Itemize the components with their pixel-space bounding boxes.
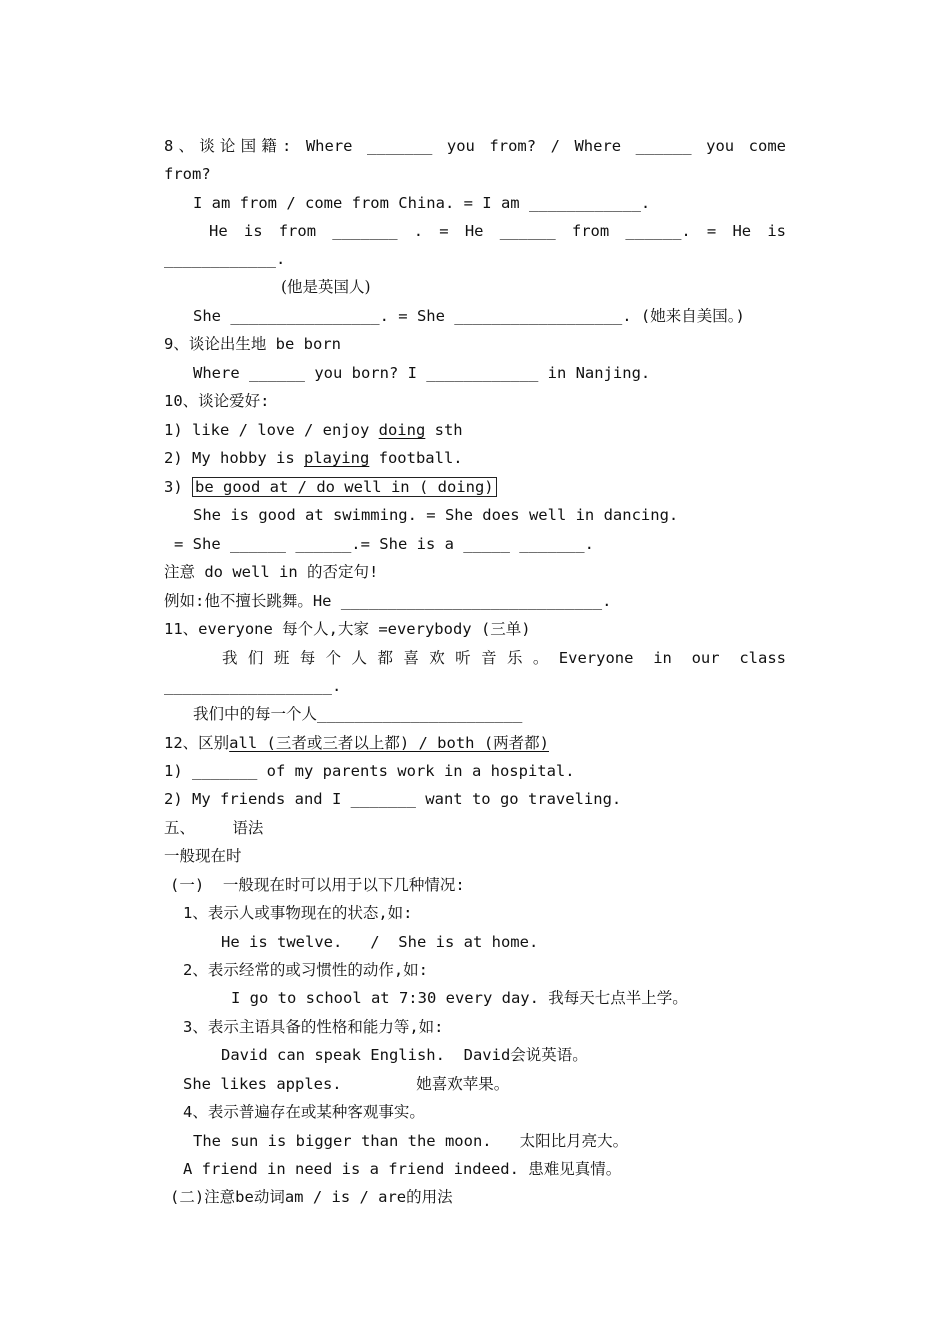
section-10-item-1 xyxy=(164,420,463,440)
section-10-title: 10、谈论爱好: xyxy=(164,392,270,410)
section-10-note: 注意 do well in 的否定句! xyxy=(164,563,379,581)
section-10-rewrite: = She ______ ______.= She is a _____ _______. xyxy=(174,535,594,553)
section-5-title: 五、 语法 xyxy=(164,819,264,837)
section-11-line-1-blank: __________________. xyxy=(164,677,342,695)
grammar-1-1: 1、表示人或事物现在的状态,如: xyxy=(183,904,413,922)
section-8-line-2-blank: ____________. xyxy=(164,250,286,268)
underlined-playing: playing xyxy=(303,449,370,467)
grammar-topic: 一般现在时 xyxy=(164,847,242,865)
grammar-1-3-example-2: She likes apples. 她喜欢苹果。 xyxy=(183,1075,510,1093)
grammar-1-3: 3、表示主语具备的性格和能力等,如: xyxy=(183,1018,444,1036)
section-12-title xyxy=(164,733,549,753)
grammar-part-2: (二)注意be动词am / is / are的用法 xyxy=(170,1188,453,1206)
item-1-suffix: sth xyxy=(425,421,463,439)
section-12-item-2: 2) My friends and I _______ want to go traveling. xyxy=(164,790,622,808)
section-11-line-2: 我们中的每一个人______________________ xyxy=(193,705,523,723)
section-8-line-2: He is from _______ . = He ______ from ______. = He is xyxy=(209,222,786,240)
item-2-prefix: 2) My hobby is xyxy=(164,449,304,467)
section-10-item-3 xyxy=(164,477,497,497)
section-8-hint: (他是英国人) xyxy=(281,278,371,296)
section-8-title: 8、谈论国籍: Where _______ you from? / Where ______ you come xyxy=(164,137,786,155)
boxed-phrase: be good at / do well in ( doing) xyxy=(192,477,497,497)
section-10-example-negative: 例如:他不擅长跳舞。He ____________________________. xyxy=(164,592,612,610)
item-3-prefix: 3) xyxy=(164,478,192,496)
section-10-item-2 xyxy=(164,448,463,468)
grammar-1-4-example-1: The sun is bigger than the moon. 太阳比月亮大。 xyxy=(193,1132,629,1150)
grammar-1-4-example-2: A friend in need is a friend indeed. 患难见真情。 xyxy=(183,1160,622,1178)
underlined-doing: doing xyxy=(378,421,426,439)
item-1-prefix: 1) like / love / enjoy xyxy=(164,421,379,439)
grammar-1-1-example: He is twelve. / She is at home. xyxy=(221,933,539,951)
section-9-line-1: Where ______ you born? I ____________ in Nanjing. xyxy=(193,364,651,382)
section-10-example: She is good at swimming. = She does well in dancing. xyxy=(193,506,679,524)
section-11-line-1: 我们班每个人都喜欢听音乐。Everyone in our class xyxy=(222,649,786,667)
section-9-title: 9、谈论出生地 be born xyxy=(164,335,341,353)
grammar-1-2-example: I go to school at 7:30 every day. 我每天七点半上学。 xyxy=(231,989,688,1007)
grammar-1-3-example-1: David can speak English. David会说英语。 xyxy=(221,1046,588,1064)
section-12-item-1: 1) _______ of my parents work in a hospital. xyxy=(164,762,575,780)
section-8-line-1: I am from / come from China. = I am ____________. xyxy=(193,194,651,212)
section-8-line-3: She ________________. = She __________________. (她来自美国。) xyxy=(193,307,745,325)
grammar-part-1: (一) 一般现在时可以用于以下几种情况: xyxy=(170,876,465,894)
section-12-prefix: 12、区别 xyxy=(164,734,230,752)
grammar-1-4: 4、表示普遍存在或某种客观事实。 xyxy=(183,1103,425,1121)
grammar-1-2: 2、表示经常的或习惯性的动作,如: xyxy=(183,961,428,979)
section-8-title-continued: from? xyxy=(164,165,211,183)
underlined-all-both: all (三者或三者以上都) / both (两者都) xyxy=(229,734,549,752)
item-2-suffix: football. xyxy=(369,449,463,467)
section-11-title: 11、everyone 每个人,大家 =everybody (三单) xyxy=(164,620,531,638)
